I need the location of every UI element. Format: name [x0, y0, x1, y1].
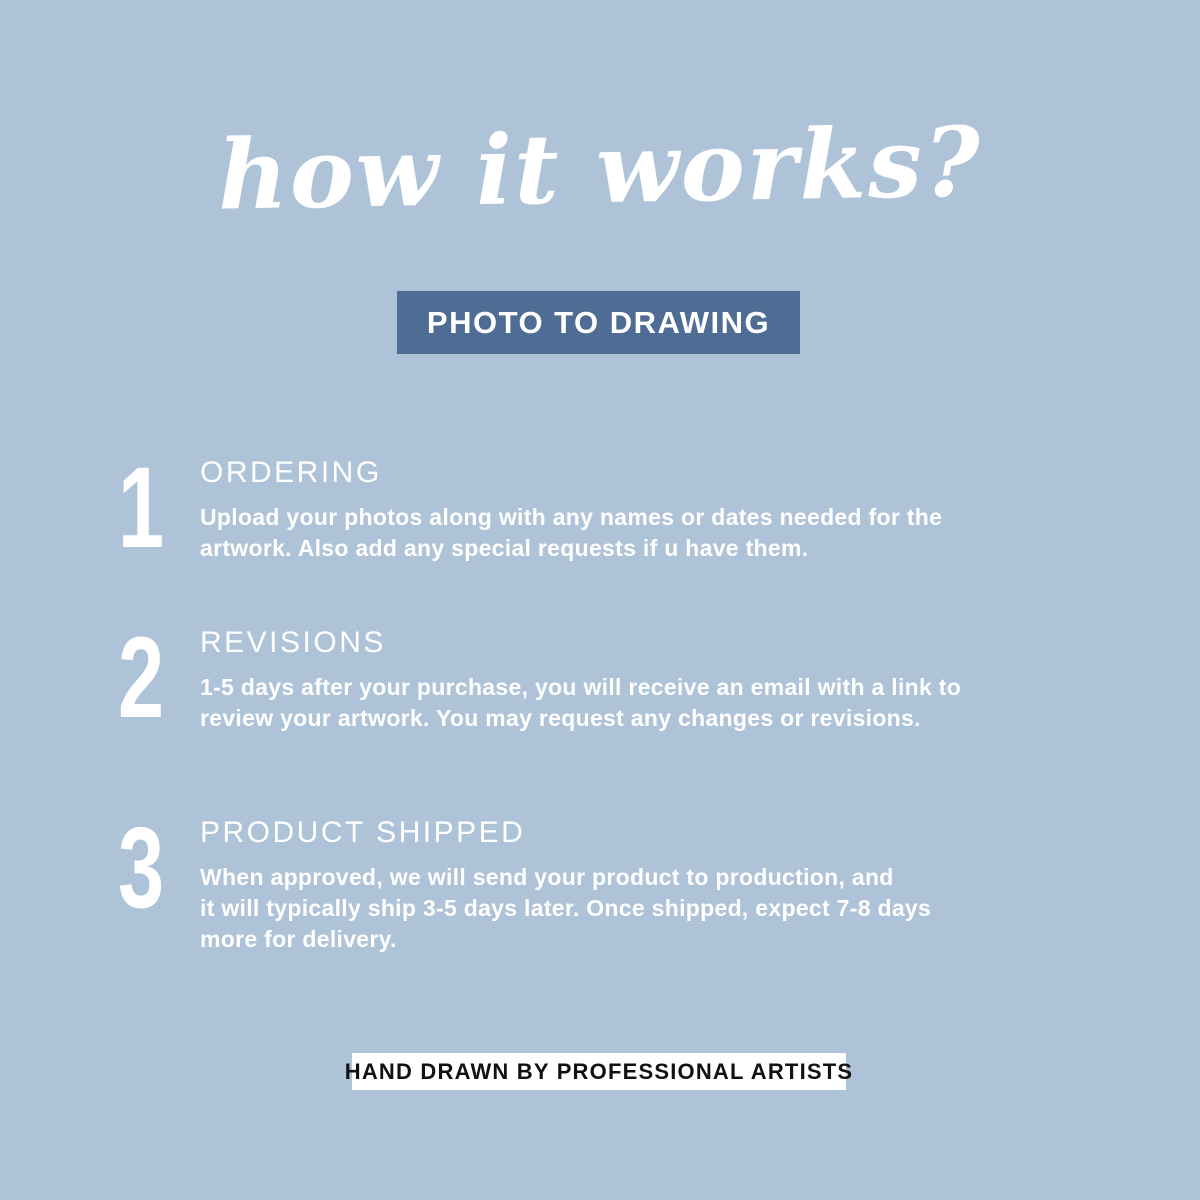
step-body-line: artwork. Also add any special requests if u have them.: [200, 535, 809, 561]
footer-label: HAND DRAWN BY PROFESSIONAL ARTISTS: [344, 1058, 854, 1084]
badge-label: PHOTO TO DRAWING: [426, 304, 771, 340]
step-content: [200, 818, 1090, 955]
step-body-line: it will typically ship 3-5 days later. Once shipped, expect 7-8 days: [200, 895, 932, 921]
step-heading: PRODUCT SHIPPED: [200, 816, 526, 849]
step-body: [200, 672, 1090, 734]
step-body-line: When approved, we will send your product to production, and: [200, 864, 894, 890]
step-number: 3: [118, 804, 165, 932]
step-body-line: review your artwork. You may request any changes or revisions.: [200, 705, 921, 731]
step-content: [200, 458, 1090, 564]
step-body-line: more for delivery.: [200, 926, 397, 952]
step-number: 2: [118, 614, 165, 742]
step-content: [200, 628, 1090, 734]
step-number: 1: [118, 444, 165, 572]
step-heading: ORDERING: [200, 456, 382, 489]
step-body: [200, 502, 1090, 564]
footer-banner: [344, 1053, 854, 1090]
step-body-line: 1-5 days after your purchase, you will receive an email with a link to: [200, 674, 962, 700]
step-heading: REVISIONS: [200, 626, 386, 659]
photo-to-drawing-badge: [397, 291, 800, 354]
step-body-line: Upload your photos along with any names or dates needed for the: [200, 504, 943, 530]
step-body: [200, 862, 1090, 955]
page-title: how it works?: [216, 105, 984, 232]
